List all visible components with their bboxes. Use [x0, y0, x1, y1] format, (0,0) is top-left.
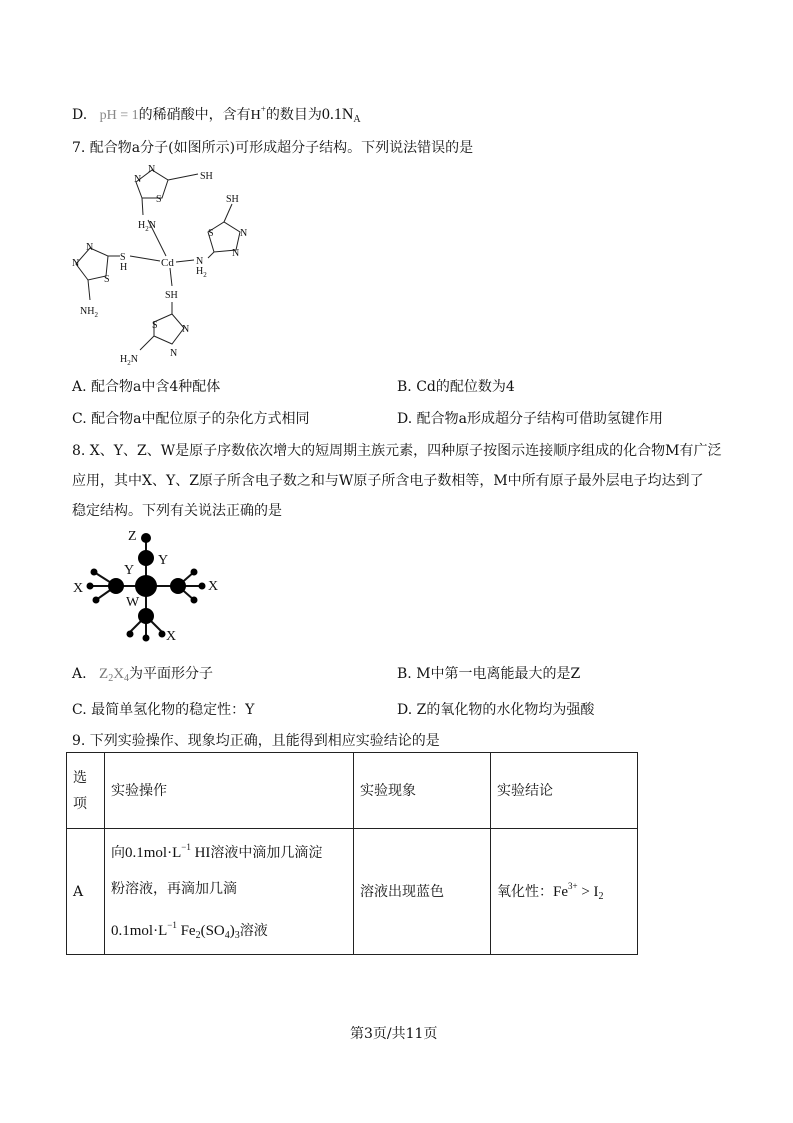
q8-option-b: B. M中第一电离能最大的是Z: [397, 666, 581, 682]
header-option: 选 项: [67, 753, 105, 829]
header-phenomenon: 实验现象: [354, 753, 491, 829]
bottom-h2n: $H_2N$: [120, 354, 138, 367]
header-operation: 实验操作: [105, 753, 354, 829]
label-y-top: Y: [158, 553, 169, 568]
right-ring-n2: N: [232, 248, 240, 259]
q8-ball-stick-diagram: [70, 524, 230, 650]
label-x-bottom: X: [166, 629, 177, 644]
q6-d-label: D.: [72, 107, 88, 123]
row-operation: 向$0.1mol\cdot L^{-1}$ HI溶液中滴加几滴淀 粉溶液，再滴加几滴 $0.1mol\cdot L^{-1}$ $Fe_2(SO_4)_3$溶液: [105, 829, 354, 955]
atom-y-top: [138, 550, 154, 566]
q8-option-c: C. 最简单氢化物的稳定性：Y: [72, 702, 255, 718]
label-z: Z: [128, 529, 137, 544]
q8-stem-line2: 应用，其中X、Y、Z原子所含电子数之和与W原子所含电子数相等，M中所有原子最外层电子均达到了: [72, 473, 704, 489]
q7-option-c: C. 配合物a中配位原子的杂化方式相同: [72, 411, 310, 427]
label-w: W: [126, 595, 140, 610]
top-h2n: $H_2N$: [138, 220, 156, 233]
row-option: A: [67, 829, 105, 955]
q6-d-text2: 的数目为: [265, 107, 322, 123]
q8-a-formula: $Z_2X_4$: [99, 666, 130, 684]
top-ring-s: S: [156, 194, 162, 205]
left-sh: S: [120, 252, 126, 263]
left-ring-s: S: [104, 274, 110, 285]
q7-stem: 7. 配合物a分子(如图所示)可形成超分子结构。下列说法错误的是: [72, 140, 474, 156]
atom-z: [141, 533, 151, 543]
top-ring-n2: N: [148, 164, 156, 175]
left-nh2: $NH_2$: [80, 306, 98, 319]
q6-d-amount: $0.1N_A$: [321, 106, 361, 125]
row-phenomenon: 溶液出现蓝色: [354, 829, 491, 955]
table-row: [67, 829, 638, 955]
right-h2: $H_2$: [196, 266, 207, 279]
left-ring-n1: N: [72, 258, 80, 269]
q8-stem-line1: 8. X、Y、Z、W是原子序数依次增大的短周期主族元素，四种原子按图示连接顺序组成的化合物M有广泛: [72, 443, 722, 459]
q6-d-text1: 的稀硝酸中，含有: [138, 107, 251, 123]
atom-w: [135, 575, 157, 597]
label-x-left: X: [73, 581, 84, 596]
q8-stem-line3: 稳定结构。下列有关说法正确的是: [72, 503, 282, 519]
left-ring-n2: N: [86, 242, 94, 253]
page-footer: 第3页/共11页: [350, 1026, 438, 1042]
top-sh: SH: [200, 171, 213, 182]
right-nh2: N: [196, 256, 204, 267]
bottom-ring-n2: N: [170, 348, 178, 359]
q9-experiment-table: [66, 752, 638, 955]
q8-option-d: D. Z的氧化物的水化物均为强酸: [397, 702, 595, 718]
q7-option-b: B. Cd的配位数为4: [397, 379, 515, 395]
cd-atom: Cd: [161, 257, 174, 269]
q6-d-ph: pH = 1: [99, 108, 139, 123]
label-y-left: Y: [124, 563, 135, 578]
q6-option-d: [72, 99, 361, 130]
bottom-sh: SH: [165, 290, 178, 301]
q7-option-d: D. 配合物a形成超分子结构可借助氢键作用: [397, 411, 663, 427]
right-ring-s: S: [208, 228, 214, 239]
bottom-ring-s: S: [152, 320, 158, 331]
atom-n-right: [170, 578, 186, 594]
q9-stem: 9. 下列实验操作、现象均正确，且能得到相应实验结论的是: [72, 733, 440, 749]
row-conclusion: 氧化性：$Fe^{3+} > I_2$: [491, 829, 638, 955]
label-x-right: X: [208, 579, 219, 594]
q7-complex-structure: [68, 160, 318, 370]
atom-n-bottom: [138, 608, 154, 624]
q6-d-hplus: H+: [250, 104, 266, 123]
table-header-row: [67, 753, 638, 829]
left-sh-h: H: [120, 262, 128, 273]
right-sh: SH: [226, 194, 239, 205]
right-ring-n1: N: [240, 228, 248, 239]
atom-y-left: [108, 578, 124, 594]
header-conclusion: 实验结论: [491, 753, 638, 829]
bottom-ring: [154, 314, 184, 344]
bottom-ring-n1: N: [182, 324, 190, 335]
q8-option-a: A. $Z_2X_4$为平面形分子: [72, 666, 214, 684]
top-ring-n1: N: [134, 174, 142, 185]
q7-option-a: A. 配合物a中含4种配体: [72, 379, 221, 395]
